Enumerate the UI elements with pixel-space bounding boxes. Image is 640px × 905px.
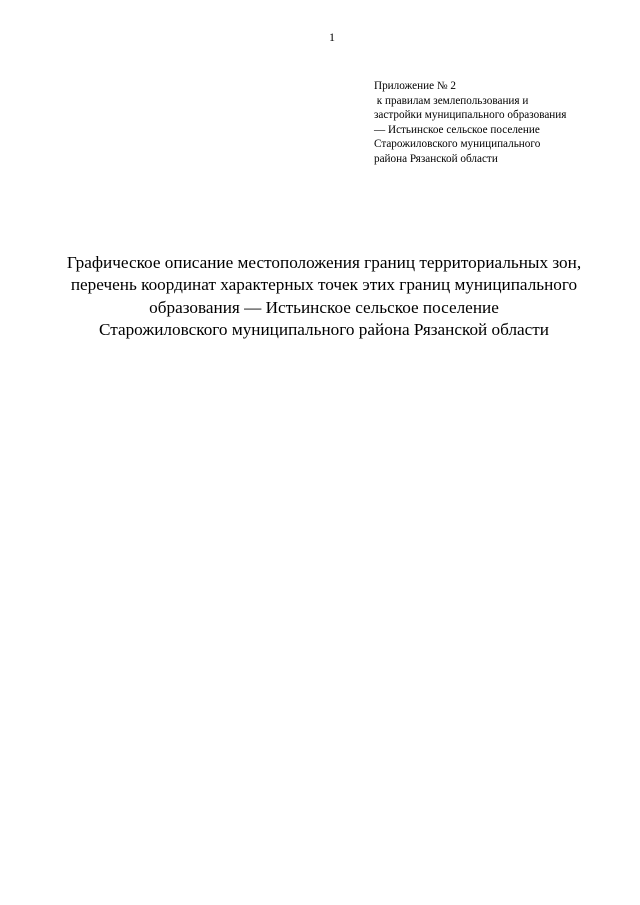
page-number: 1 bbox=[329, 30, 335, 44]
appendix-line: застройки муниципального образования bbox=[374, 109, 567, 122]
title-line: Графическое описание местоположения границ территориальных зон, bbox=[66, 253, 582, 272]
appendix-line: — Истьинское сельское поселение bbox=[374, 123, 540, 136]
document-title bbox=[0, 252, 640, 341]
appendix-line: к правилам землепользования и bbox=[374, 94, 529, 107]
appendix-line: района Рязанской области bbox=[374, 152, 498, 165]
title-line: образования — Истьинское сельское поселение bbox=[149, 297, 499, 317]
title-line: перечень координат характерных точек этих границ муниципального bbox=[70, 275, 578, 295]
appendix-line: Приложение № 2 bbox=[374, 80, 456, 92]
title-line: Старожиловского муниципального района Рязанской области bbox=[99, 319, 549, 339]
appendix-line: Старожиловского муниципального bbox=[374, 138, 541, 151]
appendix-note bbox=[374, 79, 636, 167]
